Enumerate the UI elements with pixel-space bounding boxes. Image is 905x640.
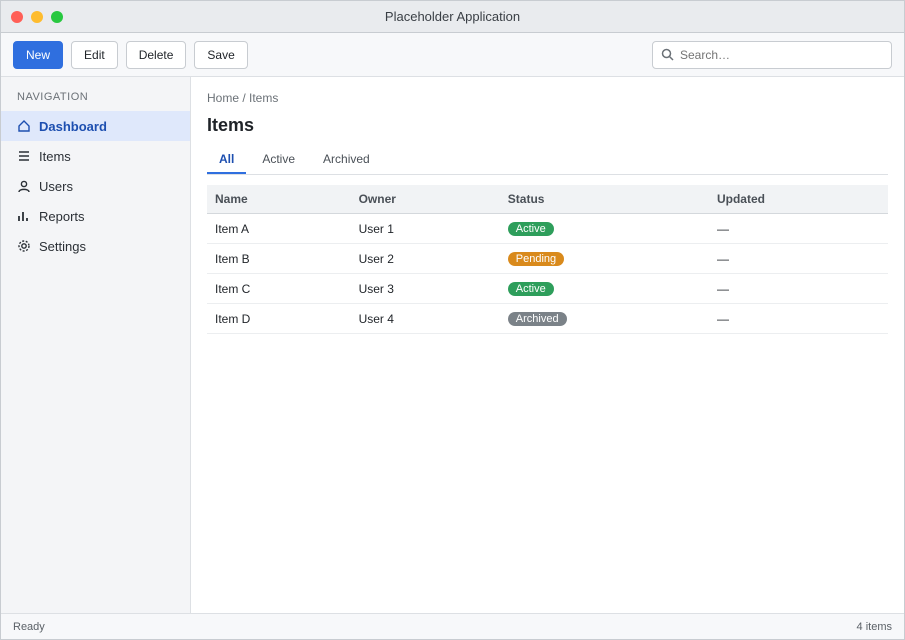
sidebar-heading: NAVIGATION	[17, 91, 89, 103]
cell-owner: User 1	[351, 214, 500, 244]
cell-owner: User 2	[351, 244, 500, 274]
column-header[interactable]: Updated	[709, 185, 888, 214]
column-header[interactable]: Owner	[351, 185, 500, 214]
page-title: Items	[207, 115, 255, 135]
window-controls	[11, 11, 63, 23]
gear-icon	[17, 239, 31, 253]
table-header-row	[207, 185, 888, 214]
cell-name: Item A	[207, 214, 351, 244]
new-button[interactable]: New	[13, 41, 63, 69]
cell-owner: User 4	[351, 304, 500, 334]
table-row[interactable]	[207, 244, 888, 274]
items-table	[207, 185, 888, 334]
table-row[interactable]	[207, 214, 888, 244]
sidebar-item-dashboard[interactable]	[1, 111, 190, 141]
main-content	[191, 77, 904, 613]
status-text: Ready	[13, 620, 45, 633]
toolbar	[1, 33, 904, 77]
tab-archived[interactable]: Archived	[323, 152, 370, 166]
cell-updated: —	[709, 214, 888, 244]
search-input[interactable]	[680, 48, 883, 62]
cell-updated: —	[709, 274, 888, 304]
user-icon	[17, 179, 31, 193]
column-header[interactable]: Status	[500, 185, 709, 214]
sidebar-item-label: Dashboard	[39, 118, 107, 134]
sidebar-item-label: Users	[39, 178, 73, 194]
tab-bar	[207, 146, 888, 175]
cell-owner: User 3	[351, 274, 500, 304]
cell-name: Item B	[207, 244, 351, 274]
cell-name: Item C	[207, 274, 351, 304]
status-badge: Archived	[508, 312, 567, 326]
cell-updated: —	[709, 304, 888, 334]
column-header[interactable]: Name	[207, 185, 351, 214]
table-row[interactable]	[207, 304, 888, 334]
sidebar-item-items[interactable]	[1, 141, 190, 171]
home-icon	[17, 119, 31, 133]
edit-button[interactable]: Edit	[71, 41, 118, 69]
window-title: Placeholder Application	[384, 9, 521, 24]
breadcrumb: Home / Items	[207, 91, 279, 105]
sidebar	[1, 77, 191, 613]
item-count: 4 items	[856, 620, 892, 633]
title-bar	[1, 1, 904, 33]
cell-updated: —	[709, 244, 888, 274]
tab-all[interactable]: All	[207, 146, 246, 174]
table-row[interactable]	[207, 274, 888, 304]
status-badge: Active	[508, 282, 554, 296]
sidebar-item-label: Items	[39, 148, 71, 164]
close-window-button[interactable]	[11, 11, 23, 23]
tab-active[interactable]: Active	[262, 152, 296, 166]
cell-name: Item D	[207, 304, 351, 334]
status-badge: Active	[508, 222, 554, 236]
app-body	[1, 77, 904, 613]
sidebar-item-users[interactable]	[1, 171, 190, 201]
delete-button[interactable]: Delete	[126, 41, 187, 69]
minimize-window-button[interactable]	[31, 11, 43, 23]
list-icon	[17, 149, 31, 163]
status-badge: Pending	[508, 252, 564, 266]
status-bar	[1, 613, 904, 639]
chart-icon	[17, 209, 31, 223]
sidebar-item-label: Reports	[39, 208, 85, 224]
maximize-window-button[interactable]	[51, 11, 63, 23]
sidebar-item-reports[interactable]	[1, 201, 190, 231]
save-button[interactable]: Save	[194, 41, 247, 69]
sidebar-item-settings[interactable]	[1, 231, 190, 261]
search-box[interactable]	[652, 41, 892, 69]
search-icon	[661, 48, 674, 61]
sidebar-item-label: Settings	[39, 238, 86, 254]
